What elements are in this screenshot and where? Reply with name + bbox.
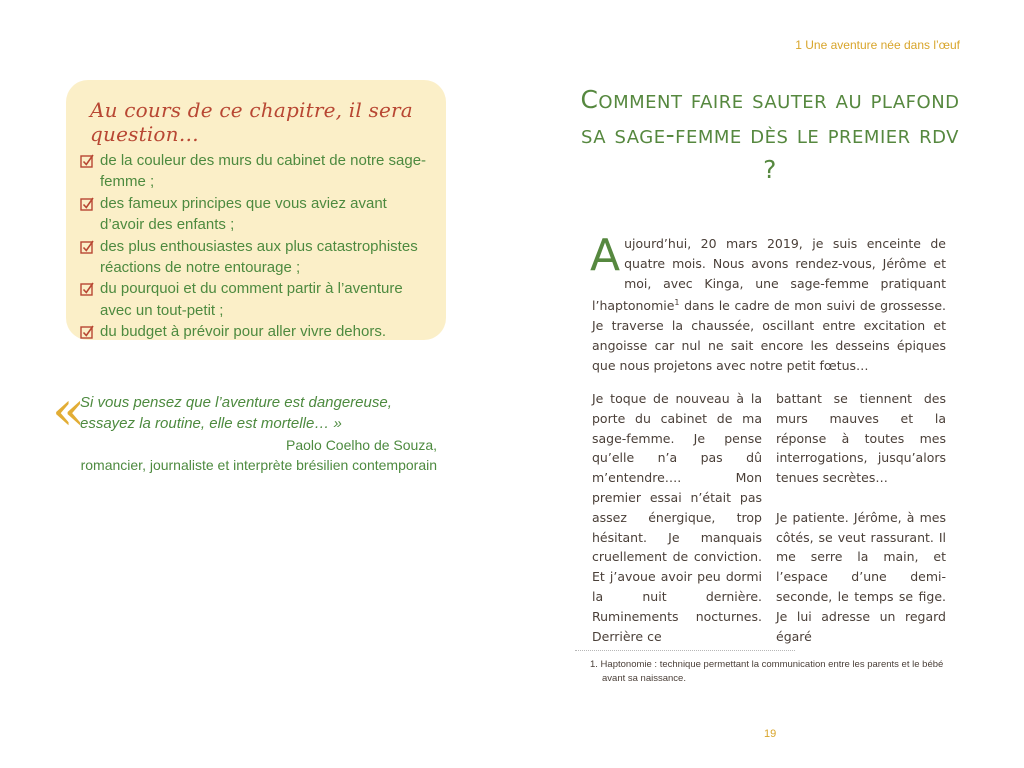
intro-text-start: ujourd’hui, 20 mars 2019, je suis enceinte de quatre mois. Nous avons rendez-vous, Jérôme et moi, avec Kinga, une sage-femme pratiquant l’haptonomie (592, 236, 946, 314)
list-item-text: de la couleur des murs du cabinet de notre sage-femme ; (100, 152, 427, 191)
paragraph: Je patiente. Jérôme, à mes côtés, se veut rassurant. Il me serre la main, et l’espace d’une demi-seconde, le temps se fige. Je lui adresse un regard égaré (776, 509, 946, 644)
list-item (80, 193, 428, 236)
drop-cap: A (590, 230, 621, 281)
list-item-text: du budget à prévoir pour aller vivre dehors. (100, 323, 386, 341)
page-number: 19 (764, 728, 777, 740)
footnote: 1. Haptonomie : technique permettant la communication entre les parents et le bébé avant sa naissance. (590, 659, 944, 684)
checked-box-icon (80, 282, 94, 296)
chapter-summary-box (66, 80, 446, 340)
list-item-text: des fameux principes que vous aviez avant d’avoir des enfants ; (100, 194, 387, 234)
list-item-text: du pourquoi et du comment partir à l’aventure avec un tout-petit ; (100, 280, 403, 319)
epigraph-quote (52, 379, 437, 474)
open-quote-mark: « (52, 379, 86, 442)
list-item (80, 278, 428, 321)
quote-text: Si vous pensez que l’aventure est dangereuse, essayez la routine, elle est mortelle… » (80, 394, 392, 432)
checked-box-icon (80, 325, 94, 339)
quote-author-name: Paolo Coelho de Souza, (286, 437, 437, 453)
chapter-summary-list (80, 150, 428, 343)
body-column-right (776, 389, 946, 666)
checked-box-icon (80, 154, 94, 168)
list-item (80, 236, 428, 279)
footnote-divider (575, 650, 795, 651)
list-item (80, 321, 428, 342)
intro-text-end: dans le cadre de mon suivi de grossesse. Je traverse la chaussée, oscillant entre excitation et angoisse car nul ne sait encore les desseins épiques que nous projetons avec notre petit fœtus… (592, 298, 946, 373)
list-item-text: des plus enthousiastes aux plus catastrophistes réactions de notre entourage ; (100, 237, 418, 277)
chapter-summary-heading: Au cours de ce chapitre, il sera question… (90, 98, 413, 146)
chapter-section-title: Comment faire sauter au plafond sa sage-femme dès le premier rdv ? (580, 85, 960, 184)
quote-author-description: romancier, journaliste et interprète brésilien contemporain (80, 457, 437, 473)
body-column-left (592, 389, 762, 666)
footnote-reference[interactable]: 1 (674, 298, 680, 308)
list-item (80, 150, 428, 193)
checked-box-icon (80, 240, 94, 254)
paragraph: Je toque de nouveau à la porte du cabinet de ma sage-femme. Je pense qu’elle n’a pas dû m’entendre…. Mon premier essai n’était pas assez énergique, trop hésitant. Je manquais cruellement de conviction. Et j’avoue avoir peu dormi la nuit dernière. Ruminements nocturnes. Derrière ce (592, 391, 762, 644)
running-head: 1 Une aventure née dans l’œuf (795, 38, 960, 52)
intro-paragraph (590, 230, 946, 376)
paragraph: battant se tiennent des murs mauves et la réponse à toutes mes interrogations, jusqu’alors tenues secrètes… (776, 391, 946, 486)
checked-box-icon (80, 197, 94, 211)
